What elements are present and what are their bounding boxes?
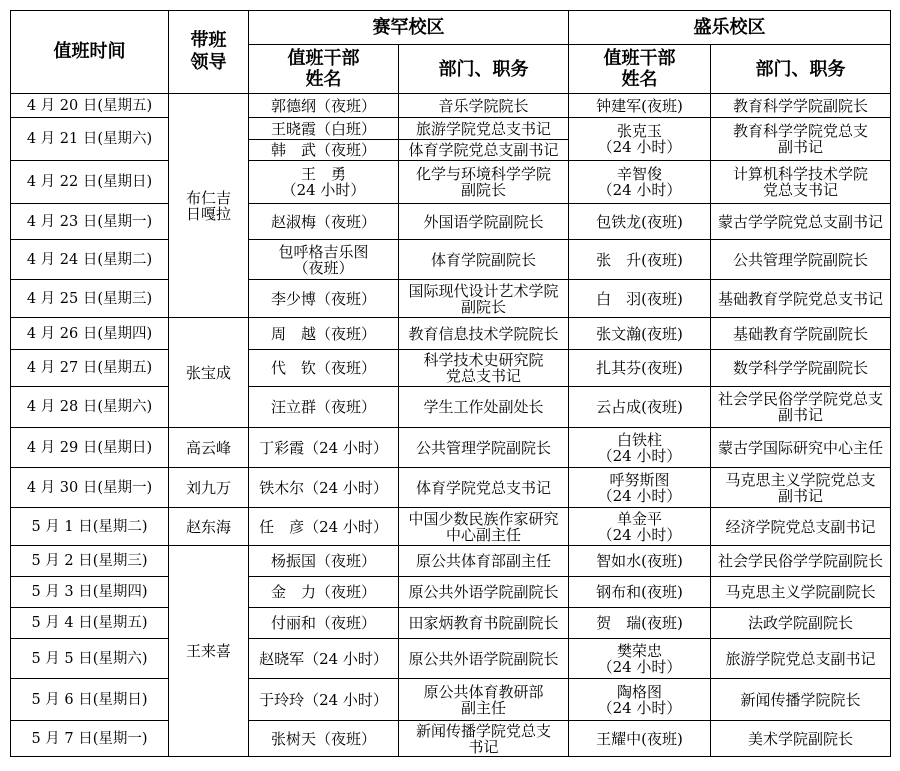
saihan-dept: 中国少数民族作家研究 中心副主任 bbox=[399, 508, 569, 546]
shengle-name: 钢布和(夜班) bbox=[569, 577, 711, 608]
duty-date: 5 月 5 日(星期六) bbox=[11, 639, 169, 679]
table-row bbox=[11, 350, 891, 387]
shengle-name: 张 升(夜班) bbox=[569, 240, 711, 280]
shengle-name: 张克玉 （24 小时） bbox=[569, 118, 711, 161]
table-row bbox=[11, 721, 891, 757]
shengle-name: 白 羽(夜班) bbox=[569, 280, 711, 318]
shengle-name: 云占成(夜班) bbox=[569, 387, 711, 428]
saihan-dept: 新闻传播学院党总支 书记 bbox=[399, 721, 569, 757]
saihan-dept: 旅游学院党总支书记 bbox=[399, 118, 569, 140]
saihan-dept: 原公共外语学院副院长 bbox=[399, 639, 569, 679]
shengle-name: 扎其芬(夜班) bbox=[569, 350, 711, 387]
saihan-name: 杨振国（夜班） bbox=[249, 546, 399, 577]
duty-date: 4 月 20 日(星期五) bbox=[11, 94, 169, 118]
shengle-dept: 教育科学学院副院长 bbox=[711, 94, 891, 118]
saihan-dept: 原公共外语学院副院长 bbox=[399, 577, 569, 608]
saihan-name: 铁木尔（24 小时） bbox=[249, 468, 399, 508]
saihan-dept: 原公共体育部副主任 bbox=[399, 546, 569, 577]
shengle-dept: 旅游学院党总支副书记 bbox=[711, 639, 891, 679]
saihan-name: 张树天（夜班） bbox=[249, 721, 399, 757]
saihan-dept: 国际现代设计艺术学院 副院长 bbox=[399, 280, 569, 318]
shengle-dept: 计算机科学技术学院 党总支书记 bbox=[711, 161, 891, 204]
table-row bbox=[11, 608, 891, 639]
saihan-dept: 体育学院副院长 bbox=[399, 240, 569, 280]
table-row bbox=[11, 240, 891, 280]
saihan-dept: 音乐学院院长 bbox=[399, 94, 569, 118]
duty-date: 5 月 6 日(星期日) bbox=[11, 679, 169, 721]
saihan-dept: 教育信息技术学院院长 bbox=[399, 318, 569, 350]
table-row bbox=[11, 204, 891, 240]
table-row bbox=[11, 679, 891, 721]
header-date: 值班时间 bbox=[11, 11, 169, 94]
shengle-dept: 法政学院副院长 bbox=[711, 608, 891, 639]
saihan-name: 李少博（夜班） bbox=[249, 280, 399, 318]
saihan-name: 赵晓军（24 小时） bbox=[249, 639, 399, 679]
header-campus-saihan: 赛罕校区 bbox=[249, 11, 569, 45]
leader-cell: 刘九万 bbox=[169, 468, 249, 508]
table-row bbox=[11, 387, 891, 428]
duty-date: 4 月 28 日(星期六) bbox=[11, 387, 169, 428]
saihan-dept: 原公共体育教研部 副主任 bbox=[399, 679, 569, 721]
saihan-dept: 体育学院党总支书记 bbox=[399, 468, 569, 508]
table-row bbox=[11, 118, 891, 140]
shengle-dept: 基础教育学院党总支书记 bbox=[711, 280, 891, 318]
duty-date: 5 月 4 日(星期五) bbox=[11, 608, 169, 639]
duty-date: 4 月 21 日(星期六) bbox=[11, 118, 169, 161]
leader-cell: 赵东海 bbox=[169, 508, 249, 546]
shengle-name: 包铁龙(夜班) bbox=[569, 204, 711, 240]
shengle-dept: 教育科学学院党总支 副书记 bbox=[711, 118, 891, 161]
leader-cell: 布仁吉 日嘎拉 bbox=[169, 94, 249, 318]
saihan-name: 王晓霞（白班） bbox=[249, 118, 399, 140]
table-row bbox=[11, 639, 891, 679]
saihan-name: 任 彦（24 小时） bbox=[249, 508, 399, 546]
saihan-dept: 外国语学院副院长 bbox=[399, 204, 569, 240]
duty-date: 5 月 3 日(星期四) bbox=[11, 577, 169, 608]
table-row bbox=[11, 280, 891, 318]
saihan-dept: 化学与环境科学学院 副院长 bbox=[399, 161, 569, 204]
saihan-name: 丁彩霞（24 小时） bbox=[249, 428, 399, 468]
saihan-name: 付丽和（夜班） bbox=[249, 608, 399, 639]
shengle-dept: 蒙古学国际研究中心主任 bbox=[711, 428, 891, 468]
shengle-name: 张文瀚(夜班) bbox=[569, 318, 711, 350]
duty-schedule-sheet bbox=[10, 10, 890, 760]
saihan-name: 周 越（夜班） bbox=[249, 318, 399, 350]
saihan-name: 王 勇 （24 小时） bbox=[249, 161, 399, 204]
header-name-saihan: 值班干部 姓名 bbox=[249, 45, 399, 94]
leader-cell: 王来喜 bbox=[169, 546, 249, 757]
shengle-name: 樊荣忠 （24 小时） bbox=[569, 639, 711, 679]
duty-date: 4 月 23 日(星期一) bbox=[11, 204, 169, 240]
shengle-name: 钟建军(夜班) bbox=[569, 94, 711, 118]
duty-date: 5 月 7 日(星期一) bbox=[11, 721, 169, 757]
saihan-name: 韩 武（夜班） bbox=[249, 140, 399, 161]
table-row bbox=[11, 577, 891, 608]
saihan-name: 汪立群（夜班） bbox=[249, 387, 399, 428]
shengle-name: 陶格图 （24 小时） bbox=[569, 679, 711, 721]
shengle-name: 贺 瑞(夜班) bbox=[569, 608, 711, 639]
shengle-dept: 美术学院副院长 bbox=[711, 721, 891, 757]
shengle-dept: 基础教育学院副院长 bbox=[711, 318, 891, 350]
shengle-name: 王耀中(夜班) bbox=[569, 721, 711, 757]
duty-date: 4 月 27 日(星期五) bbox=[11, 350, 169, 387]
shengle-dept: 经济学院党总支副书记 bbox=[711, 508, 891, 546]
shengle-name: 辛智俊 （24 小时） bbox=[569, 161, 711, 204]
duty-date: 4 月 29 日(星期日) bbox=[11, 428, 169, 468]
shengle-dept: 新闻传播学院院长 bbox=[711, 679, 891, 721]
shengle-dept: 数学科学学院副院长 bbox=[711, 350, 891, 387]
shengle-dept: 马克思主义学院党总支 副书记 bbox=[711, 468, 891, 508]
saihan-dept: 体育学院党总支副书记 bbox=[399, 140, 569, 161]
shengle-dept: 公共管理学院副院长 bbox=[711, 240, 891, 280]
leader-cell: 高云峰 bbox=[169, 428, 249, 468]
duty-schedule-table bbox=[10, 10, 891, 757]
saihan-dept: 学生工作处副处长 bbox=[399, 387, 569, 428]
header-row-campus bbox=[11, 11, 891, 45]
saihan-name: 代 钦（夜班） bbox=[249, 350, 399, 387]
saihan-name: 赵淑梅（夜班） bbox=[249, 204, 399, 240]
header-dept-shengle: 部门、职务 bbox=[711, 45, 891, 94]
table-row bbox=[11, 508, 891, 546]
shengle-dept: 蒙古学学院党总支副书记 bbox=[711, 204, 891, 240]
saihan-dept: 科学技术史研究院 党总支书记 bbox=[399, 350, 569, 387]
duty-date: 4 月 22 日(星期日) bbox=[11, 161, 169, 204]
saihan-name: 金 力（夜班） bbox=[249, 577, 399, 608]
table-row bbox=[11, 318, 891, 350]
table-row bbox=[11, 468, 891, 508]
duty-date: 4 月 26 日(星期四) bbox=[11, 318, 169, 350]
shengle-dept: 社会学民俗学学院党总支 副书记 bbox=[711, 387, 891, 428]
table-row bbox=[11, 161, 891, 204]
shengle-name: 单金平 （24 小时） bbox=[569, 508, 711, 546]
saihan-dept: 田家炳教育书院副院长 bbox=[399, 608, 569, 639]
shengle-dept: 马克思主义学院副院长 bbox=[711, 577, 891, 608]
duty-date: 4 月 30 日(星期一) bbox=[11, 468, 169, 508]
table-row bbox=[11, 94, 891, 118]
shengle-name: 智如水(夜班) bbox=[569, 546, 711, 577]
saihan-name: 于玲玲（24 小时） bbox=[249, 679, 399, 721]
shengle-dept: 社会学民俗学学院副院长 bbox=[711, 546, 891, 577]
header-leader: 带班 领导 bbox=[169, 11, 249, 94]
table-row bbox=[11, 546, 891, 577]
header-campus-shengle: 盛乐校区 bbox=[569, 11, 891, 45]
saihan-name: 郭德纲（夜班） bbox=[249, 94, 399, 118]
leader-cell: 张宝成 bbox=[169, 318, 249, 428]
shengle-name: 呼努斯图 （24 小时） bbox=[569, 468, 711, 508]
duty-date: 4 月 25 日(星期三) bbox=[11, 280, 169, 318]
shengle-name: 白铁柱 （24 小时） bbox=[569, 428, 711, 468]
table-row bbox=[11, 428, 891, 468]
header-name-shengle: 值班干部 姓名 bbox=[569, 45, 711, 94]
duty-date: 5 月 2 日(星期三) bbox=[11, 546, 169, 577]
duty-date: 5 月 1 日(星期二) bbox=[11, 508, 169, 546]
duty-date: 4 月 24 日(星期二) bbox=[11, 240, 169, 280]
header-dept-saihan: 部门、职务 bbox=[399, 45, 569, 94]
saihan-name: 包呼格吉乐图 （夜班） bbox=[249, 240, 399, 280]
saihan-dept: 公共管理学院副院长 bbox=[399, 428, 569, 468]
